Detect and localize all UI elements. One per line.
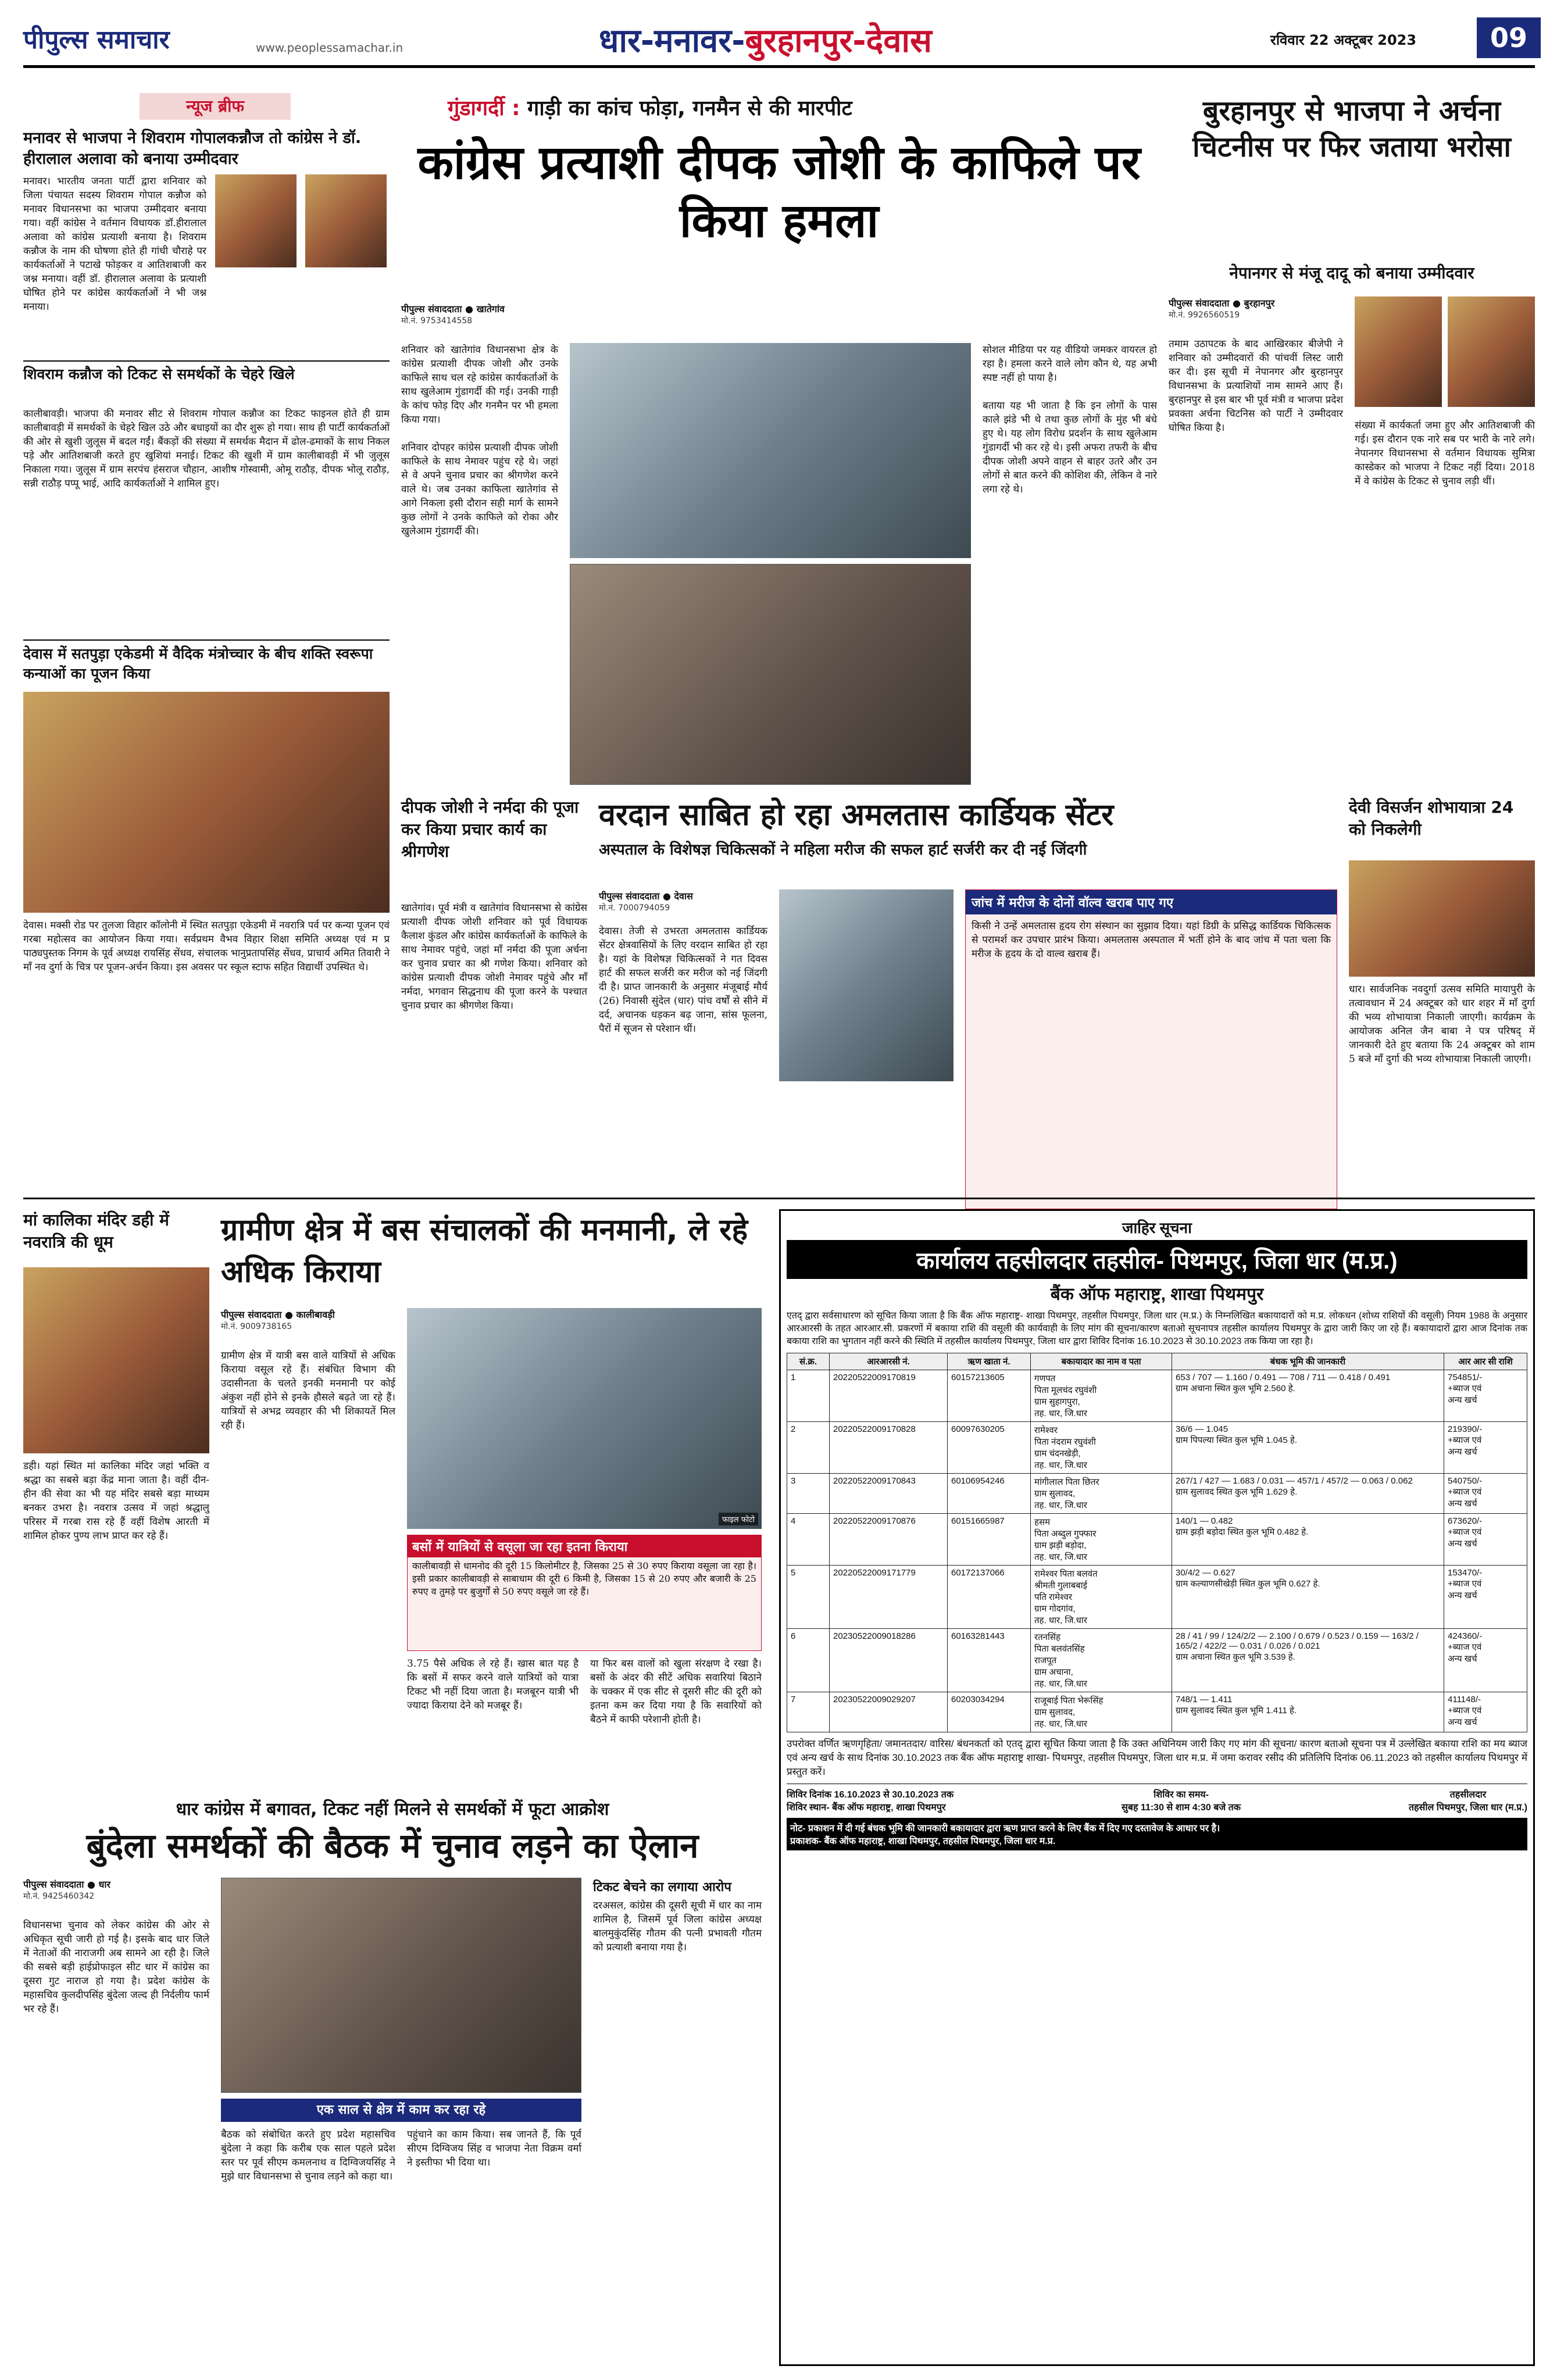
notice-cell-amount: 219390/- +ब्याज एवं अन्य खर्च: [1444, 1422, 1527, 1474]
notice-tehsildar: तहसीलदार: [1449, 1790, 1487, 1800]
notice-cell-name: रामेश्वर पिता नंदराम रघुवंशी ग्राम चंदनखेड़ी, तह. धार, जि.धार: [1031, 1422, 1172, 1474]
notice-cell-land: 267/1 / 427 — 1.683 / 0.031 — 457/1 / 457/2 — 0.063 / 0.062 ग्राम सुलावद स्थित कुल भूमि 1.629 हे.: [1172, 1474, 1444, 1514]
masthead-rule: [23, 65, 1535, 68]
bundela-dateline: धार: [98, 1879, 111, 1890]
bundela-inset: [221, 2099, 581, 2122]
lead-byline-name: पीपुल्स संवाददाता ● खातेगांव: [401, 303, 505, 315]
website[interactable]: www.peoplessamachar.in: [256, 41, 403, 55]
amaltas-sidebar-body: किसी ने उन्हें अमलतास हृदय रोग संस्थान का सुझाव दिया। यहां डिग्री के प्रसिद्ध कार्डियक चिकित्सक से परामर्श कर उपचार प्रारंभ किया। अमलतास अस्पताल में भर्ती होने के बाद जांच में पता चला कि मरीज के हृदय के दो वाल्व खराब हैं।: [972, 920, 1334, 960]
lead-col2: सोशल मीडिया पर यह वीडियो जमकर वायरल हो रहा है। हमला करने वाले लोग कौन थे, यह अभी स्पष्ट नहीं हो पाया है। बताया यह भी जाता है कि इन लोगों के पास काले झंडे भी थे तथा कुछ लोगों के मुंह भी बंधे हुए थे। यह लोग विरोध प्रदर्शन के साथ खुलेआम गुंडागर्दी भी कर रहे थे। इसी अफरा तफरी के बीच दीपक जोशी अपने वाहन से बाहर उतरे और उन लोगों से बात करने की कोशिश की, लेकिन वे नारे लगा रहे थे।: [983, 344, 1157, 495]
bus-byline-name: पीपुल्स संवाददाता ● कालीबावड़ी: [221, 1309, 335, 1320]
lead-byline-reporter: पीपुल्स संवाददाता: [401, 303, 462, 315]
notice-table-row: [787, 1629, 1527, 1692]
notice-camp-time-label: शिविर का समय-: [1154, 1790, 1209, 1800]
burhanpur-col2: संख्या में कार्यकर्ता जमा हुए और आतिशबाजी की गई। इस दौरान एक नारे सब पर भारी के नारे लगे। नेपानगर विधानसभा से वर्तमान विधायक सुमित्रा कास्डेकर को भाजपा ने टिकट नहीं दिया। 2018 में वे कांग्रेस के टिकट से चुनाव लड़ी थीं।: [1355, 420, 1538, 487]
notice-cell-no: 1: [787, 1370, 830, 1422]
edition-title-part2: बुरहानपुर-देवास: [745, 22, 932, 60]
notice-bank: बैंक ऑफ महाराष्ट्र, शाखा पिथमपुर: [1050, 1285, 1264, 1304]
burhanpur-headline: बुरहानपुर से भाजपा ने अर्चना चिटनीस पर फिर जताया भरोसा: [1192, 95, 1511, 163]
bus-mobile: मो.नं. 9009738165: [221, 1322, 292, 1331]
notice-cell-rrc: 20220522009170828: [830, 1422, 948, 1474]
notice-cell-rrc: 20220522009170819: [830, 1370, 948, 1422]
notice-cell-rrc: 20230522009018286: [830, 1629, 948, 1692]
car-photo: [570, 343, 971, 558]
bundela-col3: पहुंचाने का काम किया। सब जानते हैं, कि पूर्व सीएम दिग्विजय सिंह व भाजपा नेता विक्रम वर्मा ने इस्तीफा भी दिया था।: [407, 2129, 585, 2168]
news-brief-tag-text: न्यूज ब्रीफ: [186, 97, 244, 116]
bundela-headline: बुंदेला समर्थकों की बैठक में चुनाव लड़ने का ऐलान: [86, 1826, 699, 1866]
bundela-kicker: धार कांग्रेस में बगावत, टिकट नहीं मिलने से समर्थकों में फूटा आक्रोश: [176, 1799, 609, 1820]
bundela-col2: बैठक को संबोधित करते हुए प्रदेश महासचिव बुंदेला ने कहा कि करीब एक साल पहले प्रदेश स्तर पर पूर्व सीएम कमलनाथ व दिग्विजयसिंह ने मुझे धार विधानसभा से चुनाव लड़ने को कहा था।: [221, 2129, 399, 2182]
notice-cell-loan: 60106954246: [948, 1474, 1031, 1514]
kalika-headline: मां कालिका मंदिर डही में नवरात्रि की धूम: [23, 1210, 169, 1252]
notice-col-no: सं.क्र.: [787, 1353, 830, 1370]
notice-cell-no: 2: [787, 1422, 830, 1474]
kalika-story: [23, 1209, 213, 1791]
bundela-body: विधानसभा चुनाव को लेकर कांग्रेस की ओर से अधिकृत सूची जारी हो गई है। इसके बाद धार जिले में नेताओं की नाराजगी अब सामने आ रही है। जिले की सबसे बड़ी हाईप्रोफाइल सीट धार में कांग्रेस का दूसरा गुट नाराज हो गया है। प्रदेश कांग्रेस के महासचिव कुलदीपसिंह बुंदेला जल्द ही निर्दलीय फार्म भर रहे हैं।: [23, 1920, 213, 2015]
lead-col1: शनिवार को खातेगांव विधानसभा क्षेत्र के कांग्रेस प्रत्याशी दीपक जोशी और उनके काफिले साथ चल रहे कांग्रेस कार्यकर्ताओं के साथ खुलेआम गुंडागर्दी की गई। उनकी गाड़ी के कांच फोड़ दिए और गनमैन पर भी हमला किया गया। शनिवार दोपहर कांग्रेस प्रत्याशी दीपक जोशी काफिले के साथ नेमावर पहुंच रहे थे। जहां से वे अपने चुनाव प्रचार का श्रीगणेश करने वाले थे। जब उनका काफिला खातेगांव से आगे निकला इसी दौरान सही मार्ग के सामने कुछ लोगों ने उनके काफिले को रोका और खुलेआम गुंडागर्दी की।: [401, 344, 558, 537]
bundela-byline-name: पीपुल्स संवाददाता ● धार: [23, 1879, 111, 1890]
notice-cell-name: राजूबाई पिता भेरूसिंह ग्राम सुलावद, तह. धार, जि.धार: [1031, 1692, 1172, 1732]
durga-body: धार। सार्वजनिक नवदुर्गा उत्सव समिति मायापुरी के तत्वावधान में 24 अक्टूबर को धार शहर में माँ दुर्गा की भव्य शोभायात्रा निकाली जाएगी। कार्यक्रम के आयोजक अनिल जैन बाबा ने पत्र परिषद् में जानकारी देते हुए बताया कि 24 अक्टूबर को शाम 5 बजे माँ दुर्गा की भव्य शोभायात्रा निकाली जाएगी।: [1349, 984, 1538, 1065]
notice-cell-name: मांगीलाल पिता छितर ग्राम सुलावद, तह. धार, जि.धार: [1031, 1474, 1172, 1514]
notice-camp-mid: [1122, 1788, 1241, 1813]
news-brief-body-2: कालीबावड़ी। भाजपा की मनावर सीट से शिवराम गोपाल कन्नौज का टिकट फाइनल होते ही ग्राम कालीबावड़ी में समर्थकों के चेहरे खिल उठे और बधाइयों का दौर शुरू हो गया। साथ ही पार्टी कार्यकर्ताओं की ओर से खुशी जुलूस में बदल गईं। बैंकड़ों की संख्या में समर्थक मैदान में ढोल-ढमाकों के साथ निकल पड़े और आतिशबाजी करते हुए खुशियां मनाई। टिकट की खुशी में ग्राम कालीबावड़ी में भी जुलूस निकाला गया। जुलूस में ग्राम सरपंच हंसराज चौहान, आशीष गोस्वामी, ओमू राठौड़, दीपक भोलू राठौड़, सन्नी राठौड़ पप्पू भाई, आदि कार्यकर्ताओं ने शामिल हुए।: [23, 408, 393, 489]
devas-body: देवास। मक्सी रोड पर तुलजा विहार कॉलोनी में स्थित सतपुड़ा एकेडमी में नवरात्रि पर्व पर कन्या पूजन एवं गरबा महोत्सव का आयोजन किया गया। सर्वप्रथम वैभव विहार शिक्षा समिति अध्यक्ष एवं म प्र पाठ्यपुस्तक निगम के पूर्व अध्यक्ष रायसिंह सेंधव, संचालक भानुप्रतापसिंह सेंधव, प्राचार्य अमित तिवारी ने माँ नव दुर्गा के चित्र पर पूजन-अर्चन किया। इस अवसर पर स्कूल स्टाफ सहित विद्यार्थी उपस्थित थे।: [23, 920, 393, 973]
durga-photo: [1349, 860, 1535, 977]
candidate-photo-1: [215, 174, 297, 267]
deepak-puja-body: खातेगांव। पूर्व मंत्री व खातेगांव विधानसभा से कांग्रेस प्रत्याशी दीपक जोशी शनिवार को पूर्व विधायक कैलाश कुंडल और कांग्रेस कार्यकर्ताओं के काफिले के साथ नेमावर पहुंचे, जहां माँ नर्मदा की पूजा अर्चना कर चुनाव प्रचार का श्री गणेश किया। शनिवार को कांग्रेस प्रत्याशी दीपक जोशी नेमावर पहुंचे और माँ नर्मदा, भगवान सिद्धनाथ की पूजा करने के पश्चात चुनाव प्रचार का श्रीगणेश किया।: [401, 902, 591, 1012]
candidate-photo-2: [305, 174, 387, 267]
notice-intro: एतद् द्वारा सर्वसाधारण को सूचित किया जाता है कि बैंक ऑफ महाराष्ट्र- शाखा पिथमपुर, तहसील पिथमपुर, जिला धार (म.प्र.) के निम्नलिखित बकायादारों को म.प्र. लोकधन (शोध्य राशियों की वसूली) नियम 1988 के अनुसार आरआरसी के तहत आरआर.सी. प्रकरणों में बकाया राशि की वसूली की कार्यवाही के लिए मांग की सूचना/कारण बताओ सूचनापत्र तहसील कार्यालय पिथमपुर के द्वारा जारी किए जा रहे हैं। बकायादारों द्वारा आज दिनांक तक बकाया राशि का भुगतान नहीं करने की स्थिति में तहसील कार्यालय पिथमपुर, जिला धार द्वारा शिविर दिनांक 16.10.2023 से 30.10.2023 तक किया जा रहा है।: [787, 1311, 1527, 1346]
amaltas-dateline: देवास: [674, 891, 693, 902]
notice-cell-rrc: 20220522009170876: [830, 1514, 948, 1566]
notice-camp: [787, 1784, 1527, 1813]
edition-title: [599, 17, 932, 62]
notice-camp-dates: शिविर दिनांक 16.10.2023 से 30.10.2023 तक: [787, 1790, 954, 1800]
devas-headline: देवास में सतपुड़ा एकेडमी में वैदिक मंत्रोच्चार के बीच शक्ति स्वरूपा कन्याओं का पूजन किया: [23, 639, 390, 684]
bundela-mobile: मो.नं. 9425460342: [23, 1892, 95, 1901]
edition-title-part1: धार-मनावर-: [599, 22, 745, 60]
notice-office: कार्यालय तहसीलदार तहसील- पिथमपुर, जिला धार (म.प्र.): [787, 1240, 1527, 1279]
burhanpur-byline-name: पीपुल्स संवाददाता ● बुरहानपुर: [1169, 298, 1275, 309]
notice-closing: उपरोक्त वर्णित ऋणगृहिता/ जमानतदार/ वारिस/ बंधनकर्ता को एतद् द्वारा सूचित किया जाता है कि उक्त अधिनियम जारी किए गए मांग की सूचना/ कारण बताओ सूचना पत्र में उल्लेखित बकाया राशि का मय ब्याज एवं अन्य खर्च के साथ दिनांक 30.10.2023 तक बैंक ऑफ महाराष्ट्र शाखा- पिथमपुर, तहसील पिथमपुर, जिला धार म.प्र. में जमा करावर रसीद की प्रतिलिपि दिनांक 06.11.2023 को तहसील कार्यालय पिथमपुर में प्रस्तुत करें।: [787, 1738, 1527, 1777]
amaltas-story: [599, 796, 1337, 1215]
notice-cell-land: 36/6 — 1.045 ग्राम पिपल्या स्थित कुल भूमि 1.045 हे.: [1172, 1422, 1444, 1474]
notice-camp-time: सुबह 11:30 से शाम 4:30 बजे तक: [1122, 1803, 1241, 1813]
notice-table-row: [787, 1514, 1527, 1566]
news-brief-column: [23, 93, 393, 1186]
notice-table-header: [787, 1353, 1527, 1370]
notice-publisher: प्रकाशक- बैंक ऑफ महाराष्ट्र, शाखा पिथमपुर, तहसील पिथमपुर, जिला धार म.प्र.: [790, 1836, 1056, 1846]
amaltas-byline-reporter: पीपुल्स संवाददाता: [599, 891, 660, 902]
notice-cell-loan: 60157213605: [948, 1370, 1031, 1422]
lead-mobile: मो.नं. 9753414558: [401, 316, 473, 326]
notice-table-row: [787, 1566, 1527, 1629]
bus-box: [407, 1535, 762, 1651]
lead-kicker: [448, 93, 1145, 121]
bundela-side-body: दरअसल, कांग्रेस की दूसरी सूची में धार का नाम शामिल है, जिसमें पूर्व जिला कांग्रेस अध्यक्ष बालमुकुंदसिंह गौतम की पत्नी प्रभावती गौतम को प्रत्याशी बनाया गया है।: [593, 1900, 765, 1953]
notice-cell-no: 7: [787, 1692, 830, 1732]
burhanpur-story: [1169, 93, 1538, 785]
notice-cell-name: हसम पिता अब्दुल गुफ्फार ग्राम झड़ी बड़ोदा, तह. धार, जि.धार: [1031, 1514, 1172, 1566]
news-brief-subheadline: शिवराम कन्नौज को टिकट से समर्थकों के चेहरे खिले: [23, 360, 390, 384]
notice-table-row: [787, 1370, 1527, 1422]
notice-cell-rrc: 20220522009171779: [830, 1566, 948, 1629]
notice-col-rrc: आरआरसी नं.: [830, 1353, 948, 1370]
lead-story: [401, 93, 1157, 791]
notice-label: जाहिर सूचना: [1122, 1219, 1192, 1237]
notice-cell-land: 30/4/2 — 0.627 ग्राम कल्याणसीखेड़ी स्थित कुल भूमि 0.627 हे.: [1172, 1566, 1444, 1629]
bundela-byline-reporter: पीपुल्स संवाददाता: [23, 1879, 84, 1890]
amaltas-byline-name: पीपुल्स संवाददाता ● देवास: [599, 891, 693, 902]
notice-cell-no: 6: [787, 1629, 830, 1692]
bus-dateline: कालीबावड़ी: [296, 1309, 335, 1320]
notice-col-land: बंधक भूमि की जानकारी: [1172, 1353, 1444, 1370]
deepak-puja-headline: दीपक जोशी ने नर्मदा की पूजा कर किया प्रचार कार्य का श्रीगणेश: [401, 798, 579, 861]
notice-cell-loan: 60151665987: [948, 1514, 1031, 1566]
notice-cell-no: 5: [787, 1566, 830, 1629]
notice-cell-amount: 540750/- +ब्याज एवं अन्य खर्च: [1444, 1474, 1527, 1514]
bus-box-body: कालीबावड़ी से धामनोद की दूरी 15 किलोमीटर है, जिसका 25 से 30 रुपए किराया वसूला जा रहा है। इसी प्रकार कालीबावड़ी से साबाधाम की दूरी 6 किमी है, जिसका 15 से 20 रुपए और बजारी के 25 रुपए व तुमड़े पर बुजुर्गों से 50 रुपए वसूले जा रहे हैं।: [412, 1560, 760, 1597]
amaltas-sidebar-title: जांच में मरीज के दोनों वॉल्व खराब पाए गए: [966, 890, 1337, 914]
lead-byline: [401, 302, 558, 326]
amaltas-body: देवास। तेजी से उभरता अमलतास कार्डियक सेंटर क्षेत्रवासियों के लिए वरदान साबित हो रहा है। यहां के विशेषज्ञ चिकित्सकों ने गत दिवस हार्ट की सफल सर्जरी कर मरीज को नई जिंदगी दी है। प्राप्त जानकारी के अनुसार मंजूबाई मौर्य (26) निवासी सुंदेल (धार) पांच वर्षों से सीने में दर्द, अचानक धड़कन बढ़ जाना, सांस फूलना, पैरों में सूजन से परेशान थीं।: [599, 925, 771, 1035]
archana-photo: [1355, 296, 1442, 407]
notice-cell-name: रतनसिंह पिता बलवंतसिंह राजपूत ग्राम अचाना, तह. धार, जि.धार: [1031, 1629, 1172, 1692]
bundela-story: [23, 1796, 765, 2366]
bus-story: [221, 1209, 765, 1791]
notice-cell-loan: 60172137066: [948, 1566, 1031, 1629]
burhanpur-subhead: नेपानगर से मंजू दादू को बनाया उम्मीदवार: [1229, 263, 1474, 283]
notice-cell-land: 28 / 41 / 99 / 124/2/2 — 2.100 / 0.679 / 0.523 / 0.159 — 163/2 / 165/2 / 422/2 — 0.031 / 0.026 / 0.021 ग्राम अचाना स्थित कुल भूमि 3.539 हे.: [1172, 1629, 1444, 1692]
notice-cell-land: 140/1 — 0.482 ग्राम झड़ी बड़ोदा स्थित कुल भूमि 0.482 हे.: [1172, 1514, 1444, 1566]
news-brief-tag: [140, 93, 291, 120]
notice-cell-rrc: 20220522009170843: [830, 1474, 948, 1514]
paper-name: पीपुल्स समाचार: [23, 25, 170, 55]
kalika-body: डही। यहां स्थित मां कालिका मंदिर जहां भक्ति व श्रद्धा का सबसे बड़ा केंद्र माना जाता है। वहीं दीन-हीन की सेवा का भी यह मंदिर सबसे बड़ा माध्यम बनकर उभरा है। नवरात्र उत्सव में जहां श्रद्धालु परिसर में गरबा रास रहे हैं वहीं विशेष आरती में शामिल होकर पुण्य लाभ प्राप्त कर रहे हैं।: [23, 1460, 213, 1542]
amaltas-subhead: अस्पताल के विशेषज्ञ चिकित्सकों ने महिला मरीज की सफल हार्ट सर्जरी कर दी नई जिंदगी: [599, 841, 1087, 859]
issue-date: रविवार 22 अक्टूबर 2023: [1270, 32, 1417, 48]
notice-note: नोट- प्रकाशन में दी गई बंधक भूमि की जानकारी बकायादार द्वारा ऋण प्राप्त करने के लिए बैंक में दिए गए दस्तावेज के आधार पर है।: [790, 1824, 1220, 1834]
bus-col2: 3.75 पैसे अधिक ले रहे हैं। खास बात यह है कि बसों में सफर करने वाले यात्रियों को यात्रा टिकट भी नहीं दिया जाता है। मजबूरन यात्री भी ज्यादा किराया देने को मजबूर हैं।: [407, 1658, 582, 1711]
bus-body: ग्रामीण क्षेत्र में यात्री बस वाले यात्रियों से अधिक किराया वसूल रहे हैं। संबंधित विभाग की उदासीनता के चलते इनकी मनमानी पर कोई अंकुश नहीं होने से इनके हौसले बढ़ते जा रहे हैं। यात्रियों से अभद्र व्यवहार की भी शिकायतें मिल रही हैं।: [221, 1350, 399, 1431]
bus-photo-label: फाइल फोटो: [719, 1513, 758, 1525]
notice-cell-amount: 673620/- +ब्याज एवं अन्य खर्च: [1444, 1514, 1527, 1566]
notice-cell-land: 653 / 707 — 1.160 / 0.491 — 708 / 711 — 0.418 / 0.491 ग्राम अचाना स्थित कुल भूमि 2.560 हे.: [1172, 1370, 1444, 1422]
kalika-photo: [23, 1267, 209, 1453]
notice-table-row: [787, 1422, 1527, 1474]
bundela-meeting-photo: [221, 1878, 581, 2093]
notice-col-amount: आर आर सी राशि: [1444, 1353, 1527, 1370]
deepak-puja-story: [401, 796, 591, 1215]
bundela-side: [593, 1878, 765, 2366]
notice-footer: [787, 1818, 1527, 1850]
patient-photo: [779, 889, 954, 1081]
crowd-photo: [570, 564, 971, 785]
amaltas-byline: [599, 889, 767, 913]
news-brief-body: मनावर। भारतीय जनता पार्टी द्वारा शनिवार को जिला पंचायत सदस्य शिवराम गोपाल कन्नौज को मनावर विधानसभा का भाजपा उम्मीदवार बनाया गया। वहीं कांग्रेस ने वर्तमान विधायक डॉ.हीरालाल अलावा को कांग्रेस प्रत्याशी बनाया है। शिवराम कन्नौज के नाम की घोषणा होते ही गांधी चौराहे पर कार्यकर्ताओं ने पटाखे फोड़कर व आतिशबाजी कर जश्न मनाया। वहीं डॉ. हीरालाल अलावा के प्रत्याशी घोषित होने पर कांग्रेस कार्यकर्ताओं ने भी जश्न मनाया।: [23, 176, 210, 313]
burhanpur-dateline: बुरहानपुर: [1244, 298, 1275, 309]
notice-cell-rrc: 20230522009029207: [830, 1692, 948, 1732]
burhanpur-byline: [1169, 296, 1343, 320]
burhanpur-mobile: मो.नं. 9926560519: [1169, 310, 1240, 320]
bus-byline: [221, 1308, 395, 1332]
notice-col-name: बकायादार का नाम व पता: [1031, 1353, 1172, 1370]
amaltas-headline: वरदान साबित हो रहा अमलतास कार्डियक सेंटर: [599, 798, 1114, 832]
amaltas-sidebar: [965, 889, 1337, 1209]
notice-table-row: [787, 1474, 1527, 1514]
masthead: [0, 0, 1557, 69]
notice-cell-name: रामेश्वर पिता बलवंत श्रीमती गुलाबबाई पति रामेश्वर ग्राम गोदगांव, तह. धार, जि.धार: [1031, 1566, 1172, 1629]
notice-camp-place: शिविर स्थान- बैंक ऑफ महाराष्ट्र, शाखा पिथमपुर: [787, 1803, 946, 1813]
bundela-byline: [23, 1878, 209, 1902]
durga-headline: देवी विसर्जन शोभायात्रा 24 को निकलेगी: [1349, 798, 1514, 839]
notice-cell-name: गणपत पिता मूलचंद रघुवंशी ग्राम सुहागपुरा, तह. धार, जि.धार: [1031, 1370, 1172, 1422]
bus-photo: [407, 1308, 762, 1529]
notice-cell-loan: 60163281443: [948, 1629, 1031, 1692]
notice-cell-loan: 60097630205: [948, 1422, 1031, 1474]
lead-dateline: खातेगांव: [476, 303, 505, 315]
lead-headline: कांग्रेस प्रत्याशी दीपक जोशी के काफिले पर किया हमला: [417, 135, 1141, 248]
bundela-side-title: टिकट बेचने का लगाया आरोप: [593, 1880, 731, 1895]
public-notice: [779, 1209, 1535, 2366]
burhanpur-col1: तमाम उठापटक के बाद आखिरकार बीजेपी ने शनिवार को उम्मीदवारों की पांचवीं लिस्ट जारी कर दी। इस सूची में नेपानगर और बुरहानपुर विधानसभा के प्रत्याशियों नाम सामने आए हैं। बुरहानपुर से इस बार भी पूर्व मंत्री व भाजपा प्रदेश प्रवक्ता अर्चना चिटनिस को पार्टी ने उम्मीदवार घोषित किया है।: [1169, 338, 1347, 434]
lead-kicker-label: गुंडागर्दी :: [448, 97, 520, 120]
news-brief-headline: मनावर से भाजपा ने शिवराम गोपालकन्नौज तो कांग्रेस ने डॉ. हीरालाल अलावा को बनाया उम्मीदवार: [23, 129, 362, 168]
notice-camp-right: [1409, 1788, 1527, 1813]
bundela-inset-title: एक साल से क्षेत्र में काम कर रहा रहे: [316, 2103, 486, 2117]
durga-story: [1349, 796, 1538, 1215]
notice-cell-amount: 424360/- +ब्याज एवं अन्य खर्च: [1444, 1629, 1527, 1692]
bus-col3: या फिर बस वालों को खुला संरक्षण दे रखा है। बसों के अंदर की सीटें अधिक सवारियां बिठाने के चक्कर में एक सीट से दूसरी सीट की दूरी को इतना कम कर दिया गया है कि सवारियों को बैठने में काफी परेशानी होती है।: [590, 1658, 765, 1725]
notice-cell-no: 3: [787, 1474, 830, 1514]
notice-cell-amount: 411148/- +ब्याज एवं अन्य खर्च: [1444, 1692, 1527, 1732]
notice-tehsildar-place: तहसील पिथमपुर, जिला धार (म.प्र.): [1408, 1803, 1527, 1813]
bus-box-title: बसों में यात्रियों से वसूला जा रहा इतना किराया: [408, 1535, 761, 1557]
notice-cell-loan: 60203034294: [948, 1692, 1031, 1732]
notice-cell-amount: 153470/- +ब्याज एवं अन्य खर्च: [1444, 1566, 1527, 1629]
notice-camp-left: [787, 1788, 954, 1813]
bus-headline: ग्रामीण क्षेत्र में बस संचालकों की मनमानी, ले रहे अधिक किराया: [221, 1213, 748, 1289]
notice-col-loan: ऋण खाता नं.: [948, 1353, 1031, 1370]
notice-table-row: [787, 1692, 1527, 1732]
kanya-puja-photo: [23, 692, 390, 913]
notice-cell-land: 748/1 — 1.411 ग्राम सुलावद स्थित कुल भूमि 1.411 हे.: [1172, 1692, 1444, 1732]
burhanpur-byline-reporter: पीपुल्स संवाददाता: [1169, 298, 1230, 309]
section-rule: [23, 1198, 1535, 1199]
notice-cell-amount: 754851/- +ब्याज एवं अन्य खर्च: [1444, 1370, 1527, 1422]
bus-byline-reporter: पीपुल्स संवाददाता: [221, 1309, 282, 1320]
notice-cell-no: 4: [787, 1514, 830, 1566]
page-number: 09: [1477, 17, 1541, 58]
notice-table: [787, 1353, 1527, 1732]
lead-kicker-text: गाड़ी का कांच फोड़ा, गनमैन से की मारपीट: [527, 97, 852, 120]
notice-table-body: [787, 1370, 1527, 1732]
manju-photo: [1448, 296, 1535, 407]
amaltas-mobile: मो.नं. 7000794059: [599, 903, 670, 913]
